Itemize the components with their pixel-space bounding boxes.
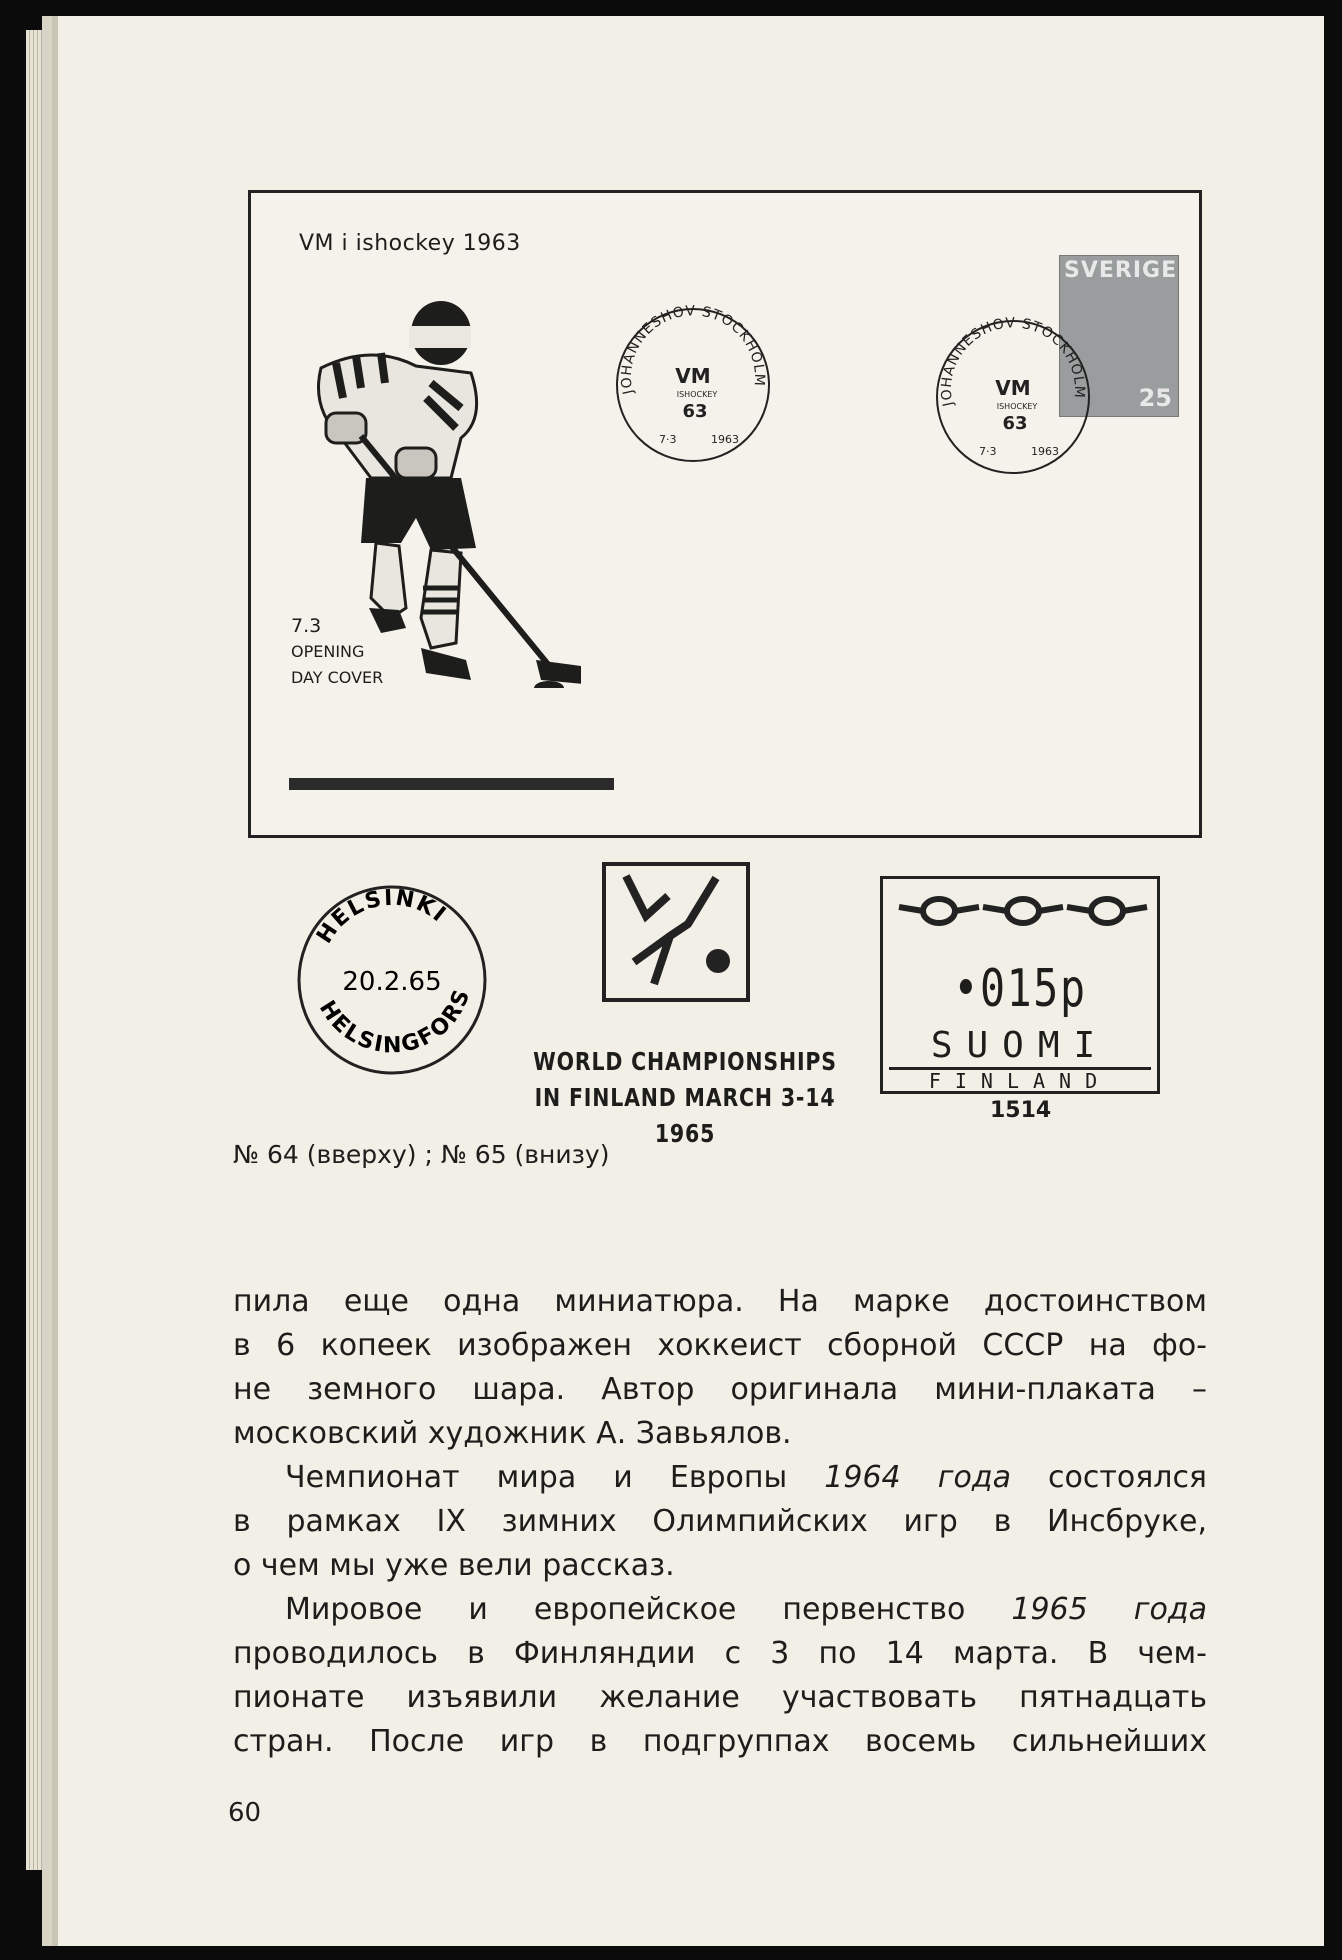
- opening-day-note: [291, 613, 383, 691]
- cover-title: VM i ishockey 1963: [299, 231, 521, 256]
- p1-line-1: пила еще одна миниатюра. На марке достоинством: [233, 1284, 1207, 1319]
- figure-caption: № 64 (вверху) ; № 65 (внизу): [233, 1140, 610, 1169]
- svg-text:VM: VM: [995, 376, 1031, 400]
- hockey-emblem-icon: [606, 866, 746, 998]
- p2-line-3: о чем мы уже вели рассказ.: [233, 1548, 675, 1583]
- svg-text:JOHANNESHOV STOCKHOLM: JOHANNESHOV STOCKHOLM: [618, 303, 768, 396]
- svg-text:JOHANNESHOV STOCKHOLM: JOHANNESHOV STOCKHOLM: [938, 315, 1088, 408]
- svg-text:HELSINGFORS: HELSINGFORS: [313, 984, 476, 1059]
- note-line-1: 7.3: [291, 615, 322, 637]
- svg-text:HELSINKI: HELSINKI: [312, 885, 452, 949]
- svg-text:1963: 1963: [711, 433, 739, 446]
- meter-finland: FINLAND: [889, 1067, 1151, 1092]
- svg-text:ISHOCKEY: ISHOCKEY: [996, 402, 1038, 411]
- p3-line-3: пионате изъявили желание участвовать пятнадцать: [233, 1680, 1207, 1715]
- p3-line-2: проводилось в Финляндии с 3 по 14 марта. В чем-: [233, 1636, 1207, 1671]
- wc-line-1: WORLD CHAMPIONSHIPS: [533, 1047, 837, 1076]
- cover-underline-bar: [289, 778, 614, 790]
- svg-text:ISHOCKEY: ISHOCKEY: [676, 390, 718, 399]
- wc-line-2: IN FINLAND MARCH 3-14 1965: [534, 1083, 836, 1148]
- svg-text:7·3: 7·3: [979, 445, 997, 458]
- meter-number: 1514: [990, 1098, 1052, 1123]
- first-day-cover: [248, 190, 1202, 838]
- page-number: 60: [228, 1798, 262, 1828]
- svg-text:1963: 1963: [1031, 445, 1059, 458]
- post-horn-icons: [883, 879, 1157, 949]
- meter-value: •015p: [953, 959, 1087, 1019]
- p1-line-3: не земного шара. Автор оригинала мини-плаката –: [233, 1372, 1207, 1407]
- postmark-stockholm-right: [931, 315, 1096, 480]
- p3-line-1: Мировое и европейское первенство 1965 года: [285, 1592, 1207, 1627]
- world-championships-text: [517, 1044, 853, 1152]
- stamp-value: 25: [1138, 384, 1172, 412]
- note-line-3: DAY COVER: [291, 668, 384, 687]
- note-line-2: OPENING: [291, 642, 365, 661]
- p1-line-2: в 6 копеек изображен хоккеист сборной СССР на фо-: [233, 1328, 1207, 1363]
- svg-text:VM: VM: [675, 364, 711, 388]
- body-text: [233, 1280, 1207, 1764]
- postmark-stockholm-left: [611, 303, 776, 468]
- svg-text:20.2.65: 20.2.65: [342, 967, 442, 997]
- p2-line-1: Чемпионат мира и Европы 1964 года состоялся: [285, 1460, 1207, 1495]
- helsinki-postmark: [292, 880, 492, 1080]
- p1-line-4: московский художник А. Завьялов.: [233, 1416, 792, 1451]
- p3-line-4: стран. После игр в подгруппах восемь сильнейших: [233, 1724, 1207, 1759]
- svg-text:7·3: 7·3: [659, 433, 677, 446]
- stamp-country: SVERIGE: [1064, 258, 1178, 283]
- svg-text:63: 63: [1002, 413, 1028, 434]
- svg-text:63: 63: [682, 401, 708, 422]
- meter-suomi: SUOMI: [930, 1025, 1110, 1066]
- finland-meter-stamp: [880, 876, 1160, 1094]
- p2-line-2: в рамках IX зимних Олимпийских игр в Инсбруке,: [233, 1504, 1207, 1539]
- championship-emblem: [602, 862, 750, 1002]
